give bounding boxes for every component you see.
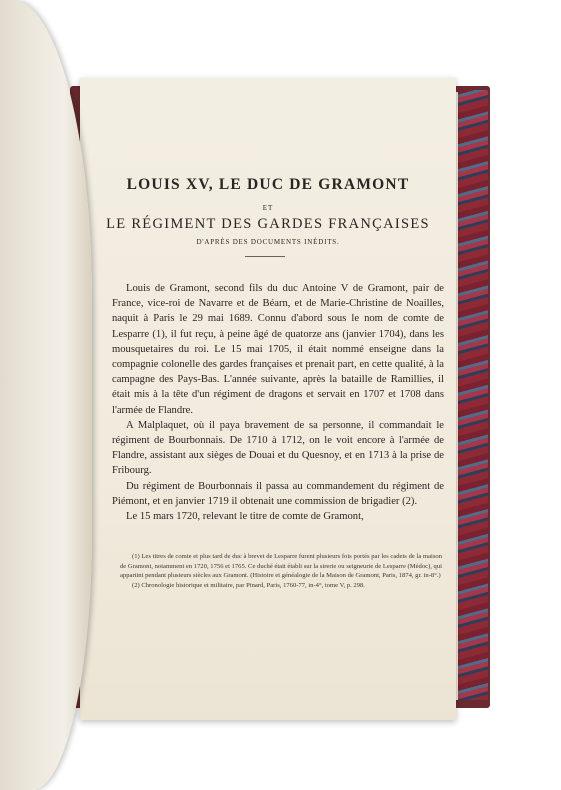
- footnote: (1) Les titres de comte et plus tard de duc à brevet de Lesparre furent plusieurs fois portés par les cadets de la maison de Gramont, notamment en 1720, 1756 et 1765. Ce duché était établi sur la sirerie ou seigneurie de Lesparre (Médoc), qui appartint pendant plusieurs siècles aux Gramont. (Histoire et généalogie de la Maison de Gramont, Paris, 1874, gr. in-8°.): [120, 553, 442, 580]
- paragraph: Louis de Gramont, second fils du duc Antoine V de Gramont, pair de France, vice-roi de Navarre et de Béarn, et de Marie-Christine de Noailles, naquit à Paris le 29 mai 1689. Connu d'abord sous le nom de comte de Lesparre (1), il fut reçu, à peine âgé de quatorze ans (janvier 1704), dans les mousquetaires du roi. Le 15 mai 1705, il était nommé enseigne dans la compagnie colonelle des gardes françaises et prenait part, en cette qualité, à la campagne des Pays-Bas. L'année suivante, après la bataille de Ramillies, il était mis à la tête d'un régiment de dragons et servait en 1707 et 1708 dans l'armée de Flandre.: [112, 283, 444, 416]
- paragraph: A Malplaquet, où il paya bravement de sa personne, il commandait le régiment de Bourbonnais. De 1710 à 1712, on le voit encore à l'armée de Flandre, assistant aux sièges de Douai et du Quesnoy, et en 1713 à la prise de Fribourg.: [112, 419, 444, 477]
- paragraph: Du régiment de Bourbonnais il passa au commandement du régiment de Piémont, et en janvier 1719 il obtenait une commission de brigadier (2).: [112, 480, 444, 507]
- footnotes: [120, 552, 442, 590]
- chapter-subtitle: D'APRÈS DES DOCUMENTS INÉDITS.: [196, 238, 340, 246]
- body-text: [112, 281, 444, 524]
- footnote: (2) Chronologie historique et militaire, par Pinard, Paris, 1760-77, in-4°, tome V, p. 298.: [132, 581, 365, 589]
- chapter-title-second-line: LE RÉGIMENT DES GARDES FRANÇAISES: [106, 216, 430, 232]
- title-divider: [245, 256, 285, 257]
- title-conjunction: ET: [262, 204, 274, 212]
- paragraph: Le 15 mars 1720, relevant le titre de comte de Gramont,: [126, 511, 364, 523]
- chapter-title: LOUIS XV, LE DUC DE GRAMONT: [126, 176, 410, 193]
